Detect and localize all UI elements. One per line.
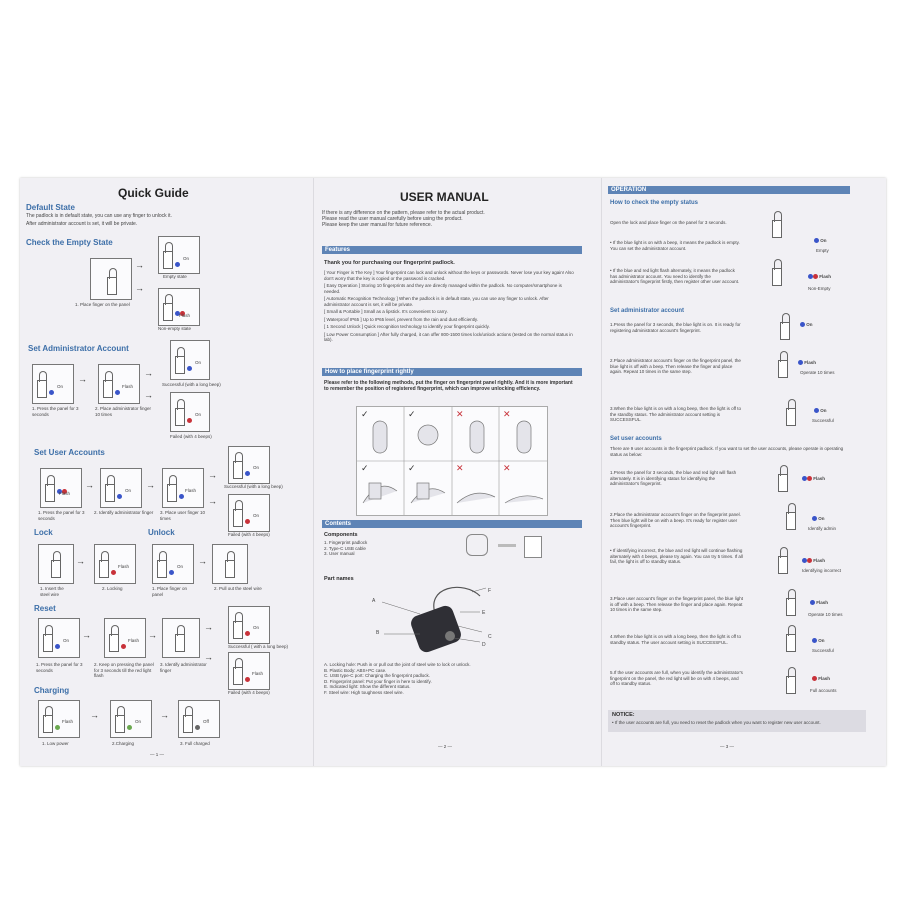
intro-line: If there is any difference on the pattern, please refer to the actual product.	[322, 210, 485, 216]
flash-label: Flash	[252, 671, 264, 676]
component-item: 1. Fingerprint padlock	[324, 540, 368, 545]
notice-text: • If the user accounts are full, you need to reset the padlock when you want to register new user account.	[612, 720, 821, 725]
operation-panel	[602, 178, 886, 766]
user-manual-title: USER MANUAL	[400, 190, 489, 204]
off-label: Off	[203, 719, 209, 724]
intro-line: Please read the user manual carefully before using the product.	[322, 216, 463, 222]
set-admin-heading: Set Administrator Account	[28, 344, 129, 353]
on-label: On	[253, 625, 260, 630]
set-users-heading: Set User Accounts	[34, 448, 105, 457]
user-step1: 1.Press the panel for 3 seconds, the blue and red light will flash alternately. It is in identifying status for identifying the administrator's fingerprint.	[610, 470, 737, 486]
manual-intro	[322, 210, 582, 228]
part-item: D. Fingerprint panel: Put your finger in here to identify.	[324, 678, 432, 684]
reset-heading: Reset	[34, 604, 56, 613]
padlock-icon	[772, 220, 782, 238]
reset-success-label: Successful ( with a long beep)	[228, 644, 289, 649]
full-flash	[812, 676, 830, 682]
on-label: On	[177, 564, 184, 569]
arrow-icon: →	[160, 710, 169, 720]
part-label-e: E	[482, 610, 486, 616]
user-step5: 5.If the user accounts are full, when you identify the administrator's fingerprint on the panel, the red light will be on with 4 beeps, and off to standby status.	[610, 670, 743, 686]
users-step2-caption: 2. Identify administrator finger	[94, 510, 154, 515]
manual-icon	[524, 536, 542, 558]
on-label: On	[195, 360, 202, 365]
charge-step1-caption: 1. Low power	[42, 741, 69, 746]
user-step2-on	[812, 516, 825, 522]
feature-item: [ Easy Operation ] Storing 10 fingerprints and they are directly managed within the padlock. No computer/smartphone is needed.	[324, 283, 562, 294]
user-step4: 4.When the blue light is on with a long beep, then the light is off to standby status. The user account setting is SUCCESSFUL.	[610, 634, 742, 645]
flash-label: Flash	[62, 719, 74, 724]
full-accounts-label: Full accounts	[810, 688, 837, 693]
padlock-icon	[786, 408, 796, 426]
unlock-step2-caption: 2. Pull out the steel wire	[214, 586, 262, 591]
unlock-step2-illustration	[212, 544, 248, 584]
components-heading: Components	[324, 532, 358, 538]
feature-item: [ Small & Portable ] Small as a lipstick. It's convenient to carry.	[324, 309, 448, 314]
lock-step1-caption: 1. Insert the steel wire	[40, 586, 64, 597]
users-step1-illustration	[40, 468, 82, 508]
reset-step3-caption: 3. Identify administrator finger	[160, 662, 207, 673]
set-users-heading: Set user accounts	[610, 436, 662, 442]
arrow-icon: →	[135, 283, 144, 293]
arrow-icon: →	[76, 556, 85, 566]
admin-step2: 2.Place administrator account's finger on the fingerprint panel, the blue light is off with a beep. Then release the finger and place again. Repeat 10 times in the same step.	[610, 358, 741, 374]
page-number: — 2 —	[438, 744, 453, 749]
reset-failed-illustration	[228, 652, 270, 690]
reset-failed-label: Failed (with 4 beeps)	[228, 690, 270, 695]
svg-text:✓: ✓	[408, 464, 416, 474]
flash-label: Flash	[59, 491, 71, 496]
feature-item: [ Your Finger is The Key ] Your fingerprint can lock and unlock without the keys or passwords. Never lose your key again! Also don't worry that the key is copied or the password is cracked.	[324, 270, 574, 281]
admin-success-label: Successful (with a long beep)	[162, 382, 221, 387]
finger-placement-drawing	[357, 407, 547, 515]
user-step1-flash	[802, 476, 825, 482]
padlock-icon	[786, 634, 796, 652]
on-label: On	[183, 256, 190, 261]
svg-text:✕: ✕	[503, 464, 511, 474]
users-step1-caption: 1. Press the panel for 3 seconds	[38, 510, 85, 521]
operation-bar: OPERATION	[608, 186, 850, 194]
reset-step2-caption: 2. Keep on pressing the panel for 3 seconds till the red light flash	[94, 662, 154, 678]
empty-status-intro: Open the lock and place finger on the panel for 3 seconds.	[610, 220, 727, 225]
on-label: On	[195, 412, 202, 417]
users-step3-caption: 3. Place user finger 10 times	[160, 510, 206, 521]
finger-illustration	[90, 258, 132, 300]
user-step4-on	[812, 638, 825, 644]
on-label: On	[253, 513, 260, 518]
arrow-icon: →	[144, 368, 153, 378]
flash-label: Flash	[804, 360, 817, 365]
flash-label: Flash	[122, 384, 134, 389]
charging-heading: Charging	[34, 686, 70, 695]
part-item: A. Locking hole: Push in or pull out the joint of steel wire to lock or unlock.	[324, 662, 471, 667]
reset-step1-illustration	[38, 618, 80, 658]
feature-item: [ Waterproof IP65 ] Up to IP65 level, prevent from the rain and dust efficiently.	[324, 316, 478, 322]
arrow-icon: →	[204, 622, 213, 632]
on-label: On	[253, 465, 260, 470]
flash-label: Flash	[179, 313, 191, 318]
reset-step2-illustration	[104, 618, 146, 658]
page-number: — 3 —	[720, 744, 735, 749]
lock-step2-illustration	[94, 544, 136, 584]
on-label: On	[818, 516, 825, 521]
svg-text:✕: ✕	[503, 410, 511, 420]
on-label: On	[57, 384, 64, 389]
default-state-heading: Default State	[26, 203, 75, 212]
place-finger-text: Please refer to the following methods, put the finger on fingerprint panel rightly. And it is more important to remember the position of registered fingerprint, which can improve unlocking efficiency.	[324, 380, 573, 392]
part-item: E. Indicated light: Show the different status.	[324, 684, 411, 689]
padlock-icon	[786, 676, 796, 694]
flash-label: Flash	[185, 488, 197, 493]
flash-label: Flash	[128, 638, 140, 643]
empty-status-b: • If the blue and red light flash alternately, it means the padlock has administrator account. You need to identify the administrator's fingerprint firstly, then register other user account.	[610, 268, 740, 284]
arrow-icon: →	[135, 260, 144, 270]
empty-on	[814, 238, 827, 244]
user-step-incorrect: • If identifying incorrect, the blue and red light will continue flashing alternately with 4 beeps, please try again. You can try 5 times. If all fail, the light is off to standby status.	[610, 548, 743, 564]
charge-step2-caption: 2.Charging	[112, 741, 135, 746]
padlock-diagram	[354, 582, 514, 662]
lock-heading: Lock	[34, 528, 53, 537]
part-names-heading: Part names	[324, 576, 354, 582]
finger-placement-grid	[356, 406, 548, 516]
charge-step3-caption: 3. Full charged	[180, 741, 210, 746]
svg-text:✓: ✓	[361, 464, 369, 474]
arrow-icon: →	[144, 390, 153, 400]
padlock-icon	[786, 598, 796, 616]
check-empty-heading: Check the Empty State	[26, 238, 113, 247]
intro-line: Please keep the user manual for future reference.	[322, 222, 433, 228]
reset-step3-illustration	[162, 618, 200, 658]
admin-step1: 1.Press the panel for 3 seconds, the blue light is on. It is ready for registering administrator account's fingerprint.	[610, 322, 741, 333]
users-failed-label: Failed (with 4 beeps)	[228, 532, 270, 537]
admin-success-illustration	[170, 340, 210, 380]
part-label-f: F	[488, 588, 492, 594]
padlock-icon	[466, 534, 488, 556]
svg-text:✓: ✓	[361, 410, 369, 420]
arrow-icon: →	[204, 652, 213, 662]
user-step3-flash	[810, 600, 828, 606]
charge-step2-illustration	[110, 700, 152, 738]
features-bar: Features	[322, 246, 582, 254]
on-label: On	[63, 638, 70, 643]
admin-failed-label: Failed (with 4 beeps)	[170, 434, 212, 439]
users-step3-illustration	[162, 468, 204, 508]
cable-icon	[498, 544, 516, 547]
part-label-b: B	[376, 630, 380, 636]
components-list	[324, 540, 367, 557]
quick-guide-title: Quick Guide	[118, 186, 189, 200]
padlock-icon	[778, 474, 788, 492]
svg-text:✕: ✕	[456, 410, 464, 420]
flash-label: Flash	[118, 564, 130, 569]
default-state-line2: After administrator account is set, it will be private.	[26, 221, 138, 227]
page-number: — 1 —	[150, 752, 165, 757]
features-list	[324, 270, 574, 343]
non-empty-illustration	[158, 288, 200, 326]
unlock-step1-illustration	[152, 544, 194, 584]
admin-step3: 3.When the blue light is on with a long beep, then the light is off to the standby status. The administrator account setting is SUCCESSFUL.	[610, 406, 742, 422]
svg-text:✓: ✓	[408, 410, 416, 420]
set-admin-heading: Set administrator account	[610, 308, 685, 314]
component-item: 2. Type-C USB cable	[324, 545, 366, 551]
padlock-icon	[772, 268, 782, 286]
component-item: 3. User manual	[324, 551, 355, 556]
arrow-icon: →	[90, 710, 99, 720]
users-failed-illustration	[228, 494, 270, 532]
padlock-icon	[778, 360, 788, 378]
on-label: On	[135, 719, 142, 724]
unlock-step1-caption: 1. Place finger on panel	[152, 586, 188, 597]
on-label: On	[820, 408, 827, 413]
on-label: On	[818, 638, 825, 643]
incorrect-flash	[802, 558, 825, 564]
thanks-line: Thank you for purchasing our fingerprint padlock.	[324, 260, 455, 266]
admin-step1-on	[800, 322, 813, 328]
flash-label: Flash	[818, 676, 831, 681]
nonempty-label: Non-Empty	[808, 286, 831, 291]
default-state-line1: The padlock is in default state, you can use any finger to unlock it.	[26, 213, 172, 219]
contents-bar: Contents	[322, 520, 582, 528]
users-success-label: Successful (with a long beep)	[224, 484, 283, 489]
flash-label: Flash	[819, 274, 832, 279]
empty-state-label: Empty state	[163, 274, 187, 279]
on-label: On	[125, 488, 132, 493]
admin-step2-flash	[798, 360, 816, 366]
flash-label: Flash	[816, 600, 829, 605]
arrow-icon: →	[198, 556, 207, 566]
user-manual-panel	[314, 178, 600, 766]
part-item: C. USB type-C port: Charging the fingerprint padlock.	[324, 673, 431, 678]
admin-step3-on	[814, 408, 827, 414]
admin-step2-caption: 2. Place administrator finger 10 times	[95, 406, 152, 417]
user-operate-10: Operate 10 times	[808, 612, 843, 617]
arrow-icon: →	[146, 480, 155, 490]
lock-step2-caption: 2. Locking	[102, 586, 123, 591]
arrow-icon: →	[148, 630, 157, 640]
check-empty-caption: 1. Place finger on the panel	[75, 302, 130, 307]
user-step2: 2.Place the administrator account's finger on the fingerprint panel. Then blue light will be on with a beep. It's ready for register user account's fingerprint.	[610, 512, 741, 528]
arrow-icon: →	[208, 496, 217, 506]
quick-guide-panel	[20, 178, 312, 766]
users-step2-illustration	[100, 468, 142, 508]
admin-successful: Successful	[812, 418, 834, 423]
empty-status-a: • If the blue light is on with a beep, it means the padlock is empty. You can set the administrator account.	[610, 240, 740, 251]
user-step3: 3.Place user account's finger on the fingerprint panel, the blue light is off with a beep. Then release the finger and place again. Repeat 10 times in the same step.	[610, 596, 743, 612]
padlock-icon	[786, 512, 796, 530]
part-item: F. Steel wire: High toughness steel wire.	[324, 689, 404, 695]
nonempty-flash	[808, 274, 831, 280]
manual-sheet	[20, 178, 886, 766]
on-label: On	[820, 238, 827, 243]
svg-text:✕: ✕	[456, 464, 464, 474]
empty-state-illustration	[158, 236, 200, 274]
admin-step2-illustration	[98, 364, 140, 404]
admin-operate-10: Operate 10 times	[800, 370, 835, 375]
arrow-icon: →	[82, 630, 91, 640]
unlock-heading: Unlock	[148, 528, 175, 537]
feature-item: [ 1 Second Unlock ] Quick recognition technology to identify your fingerprint quickly.	[324, 324, 490, 329]
non-empty-label: Non-empty state	[158, 326, 192, 331]
charge-step1-illustration	[38, 700, 80, 738]
feature-item: [ Automatic Recognition Technology ] When the padlock is in default state, you can use any finger to unlock. After administrator account is set, it will be private.	[324, 296, 549, 307]
place-finger-bar: How to place fingerprint rightly	[322, 368, 582, 376]
users-intro: There are 9 user accounts in the fingerprint padlock. If you want to set the user accounts, please operate in operating status as below:	[610, 446, 844, 457]
flash-label: Flash	[813, 558, 826, 563]
notice-title: NOTICE:	[612, 712, 635, 718]
feature-item: [ Low Power Consumption ] After fully charged, it can offer 800-1500 times lock/unlock actions (tested on the normal status in lab).	[324, 331, 573, 342]
arrow-icon: →	[78, 374, 87, 384]
part-label-a: A	[372, 598, 376, 604]
identifying-incorrect-label: Identifying incorrect	[802, 568, 842, 573]
user-successful: Successful	[812, 648, 834, 653]
charge-step3-illustration	[178, 700, 220, 738]
admin-step1-illustration	[32, 364, 74, 404]
admin-step1-caption: 1. Press the panel for 3 seconds	[32, 406, 79, 417]
padlock-icon	[778, 556, 788, 574]
reset-step1-caption: 1. Press the panel for 3 seconds	[36, 662, 83, 673]
reset-success-illustration	[228, 606, 270, 644]
flash-label: Flash	[813, 476, 826, 481]
identify-admin-label: Identify admin	[808, 526, 837, 531]
blue-light-icon	[175, 262, 180, 267]
parts-list	[324, 662, 574, 695]
on-label: On	[806, 322, 813, 327]
empty-label: Empty	[816, 248, 829, 253]
notice-box	[608, 710, 866, 732]
lock-step1-illustration	[38, 544, 74, 584]
part-label-d: D	[482, 642, 486, 648]
arrow-icon: →	[208, 470, 217, 480]
part-label-c: C	[488, 634, 492, 640]
padlock-icon	[780, 322, 790, 340]
users-success-illustration	[228, 446, 270, 484]
arrow-icon: →	[85, 480, 94, 490]
admin-failed-illustration	[170, 392, 210, 432]
empty-status-heading: How to check the empty status	[610, 200, 699, 206]
part-item: B. Plastic Body: ABS+PC case.	[324, 667, 387, 673]
